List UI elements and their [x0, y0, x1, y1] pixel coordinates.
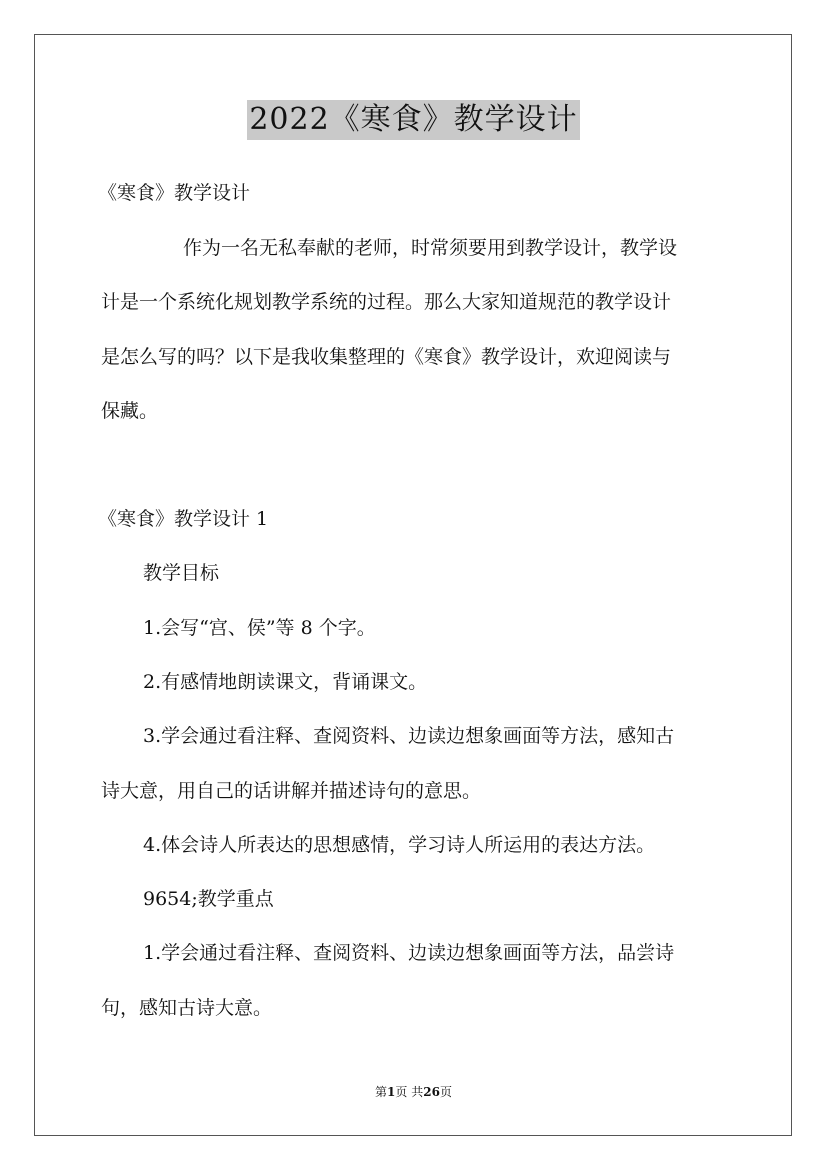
page-footer — [0, 1085, 827, 1099]
document-title: 2022《寒食》教学设计 — [247, 100, 579, 140]
key-point-1: 1.学会通过看注释、查阅资料、边读边想象画面等方法，品尝诗 — [143, 942, 675, 964]
goal-item-2: 2.有感情地朗读课文，背诵课文。 — [143, 671, 428, 693]
section-heading: 《寒食》教学设计 1 — [98, 508, 269, 530]
footer-page-total: 26 — [423, 1085, 440, 1099]
intro-line-1: 作为一名无私奉献的老师，时常须要用到教学设计，教学设 — [183, 237, 678, 259]
intro-line-4: 保藏。 — [101, 400, 159, 422]
title-container — [0, 100, 827, 140]
key-point-1-continued: 句，感知古诗大意。 — [101, 997, 273, 1019]
footer-page-prefix: 第 — [375, 1085, 388, 1099]
goal-item-3-continued: 诗大意，用自己的话讲解并描述诗句的意思。 — [101, 780, 482, 802]
footer-page-suffix: 页 — [439, 1085, 452, 1099]
document-subtitle: 《寒食》教学设计 — [98, 182, 251, 204]
goal-item-4: 4.体会诗人所表达的思想感情，学习诗人所运用的表达方法。 — [143, 834, 656, 856]
footer-page-current: 1 — [387, 1085, 396, 1099]
goal-item-1: 1.会写“宫、侯”等 8 个字。 — [143, 617, 376, 639]
intro-line-3: 是怎么写的吗？以下是我收集整理的《寒食》教学设计，欢迎阅读与 — [101, 346, 672, 368]
footer-page-middle: 页 共 — [395, 1085, 424, 1099]
goal-item-3: 3.学会通过看注释、查阅资料、边读边想象画面等方法，感知古 — [143, 725, 675, 747]
intro-line-2: 计是一个系统化规划教学系统的过程。那么大家知道规范的教学设计 — [101, 291, 672, 313]
key-points-heading: 9654;教学重点 — [143, 888, 274, 910]
goals-heading: 教学目标 — [143, 562, 220, 584]
